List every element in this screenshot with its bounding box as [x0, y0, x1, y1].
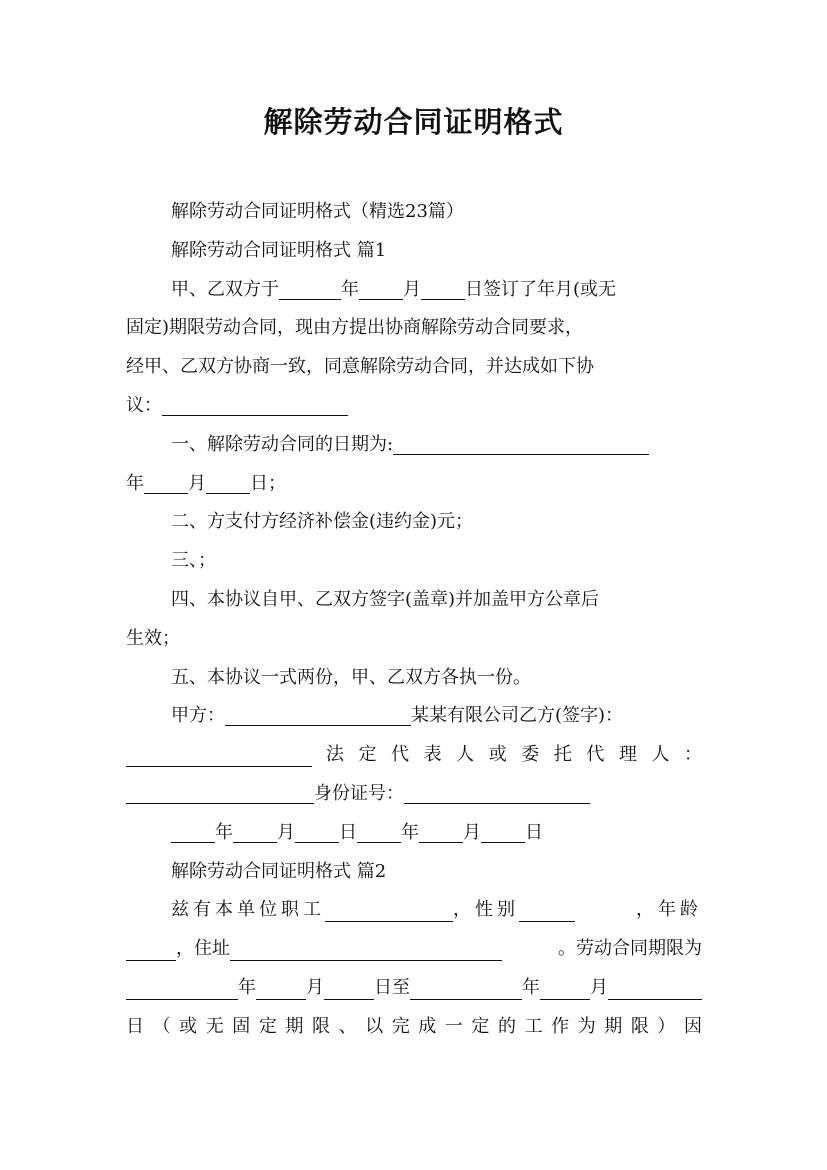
- section-heading-1: 解除劳动合同证明格式 篇1: [171, 239, 387, 261]
- fill-blank: [410, 977, 522, 1000]
- clause-5: 五、本协议一式两份，甲、乙双方各执一份。: [171, 666, 531, 688]
- fill-blank: [419, 820, 463, 843]
- fill-blank: [393, 432, 649, 455]
- clause-4-cont: 生效；: [126, 627, 180, 649]
- fill-blank: [540, 977, 590, 1000]
- fill-blank: [126, 938, 176, 961]
- signature-line-2: 法定代表人或委托代理人：: [126, 736, 702, 775]
- signature-line-3: 身份证号：: [126, 775, 702, 814]
- fill-blank: [126, 977, 238, 1000]
- paragraph-line: 固定)期限劳动合同，现由方提出协商解除劳动合同要求，: [126, 317, 584, 339]
- paragraph-line: ，住址 。劳动合同期限为: [126, 930, 702, 969]
- document-body: [126, 193, 702, 1047]
- fill-blank: [404, 781, 590, 804]
- section-heading-2: 解除劳动合同证明格式 篇2: [171, 860, 387, 882]
- clause-1-date: 年 月 日；: [126, 472, 286, 494]
- fill-blank: [357, 820, 401, 843]
- fill-blank: [608, 977, 702, 1000]
- paragraph-line: 年 月 日至 年 月: [126, 969, 702, 1008]
- fill-blank: [233, 820, 277, 843]
- document-title: 解除劳动合同证明格式: [263, 105, 564, 139]
- fill-blank: [225, 703, 411, 726]
- signature-line-1: 甲方： 某某有限公司乙方(签字)：: [171, 705, 624, 727]
- paragraph-line: 议：: [126, 387, 702, 426]
- fill-blank: [230, 938, 502, 961]
- clause-4: 四、本协议自甲、乙双方签字(盖章)并加盖甲方公章后: [171, 588, 600, 610]
- fill-blank: [162, 393, 348, 416]
- clause-1: 一、解除劳动合同的日期为:: [126, 426, 702, 465]
- fill-blank: [421, 277, 465, 300]
- fill-blank: [295, 820, 339, 843]
- fill-blank: [279, 277, 341, 300]
- fill-blank: [519, 899, 575, 922]
- fill-blank: [481, 820, 525, 843]
- subtitle: 解除劳动合同证明格式（精选23篇）: [171, 201, 464, 222]
- fill-blank: [359, 277, 403, 300]
- fill-blank: [206, 471, 250, 494]
- clause-3: 三、；: [171, 550, 216, 572]
- fill-blank: [144, 471, 188, 494]
- paragraph-line: 经甲、乙双方协商一致，同意解除劳动合同，并达成如下协: [126, 356, 594, 378]
- paragraph-line: 甲、乙双方于 年 月 日签订了年月(或无: [171, 278, 617, 300]
- paragraph-line: 日（或无固定期限、以完成一定的工作为期限）因: [126, 1015, 702, 1037]
- fill-blank: [324, 977, 374, 1000]
- fill-blank: [126, 744, 312, 767]
- fill-blank: [256, 977, 306, 1000]
- fill-blank: [126, 781, 314, 804]
- fill-blank: [325, 899, 453, 922]
- clause-2: 二、方支付方经济补偿金(违约金)元；: [171, 511, 474, 533]
- date-line: 年 月 日 年 月 日: [126, 814, 702, 853]
- fill-blank: [171, 820, 215, 843]
- paragraph-line: 兹有本单位职工 ，性别 ，年龄: [171, 899, 702, 921]
